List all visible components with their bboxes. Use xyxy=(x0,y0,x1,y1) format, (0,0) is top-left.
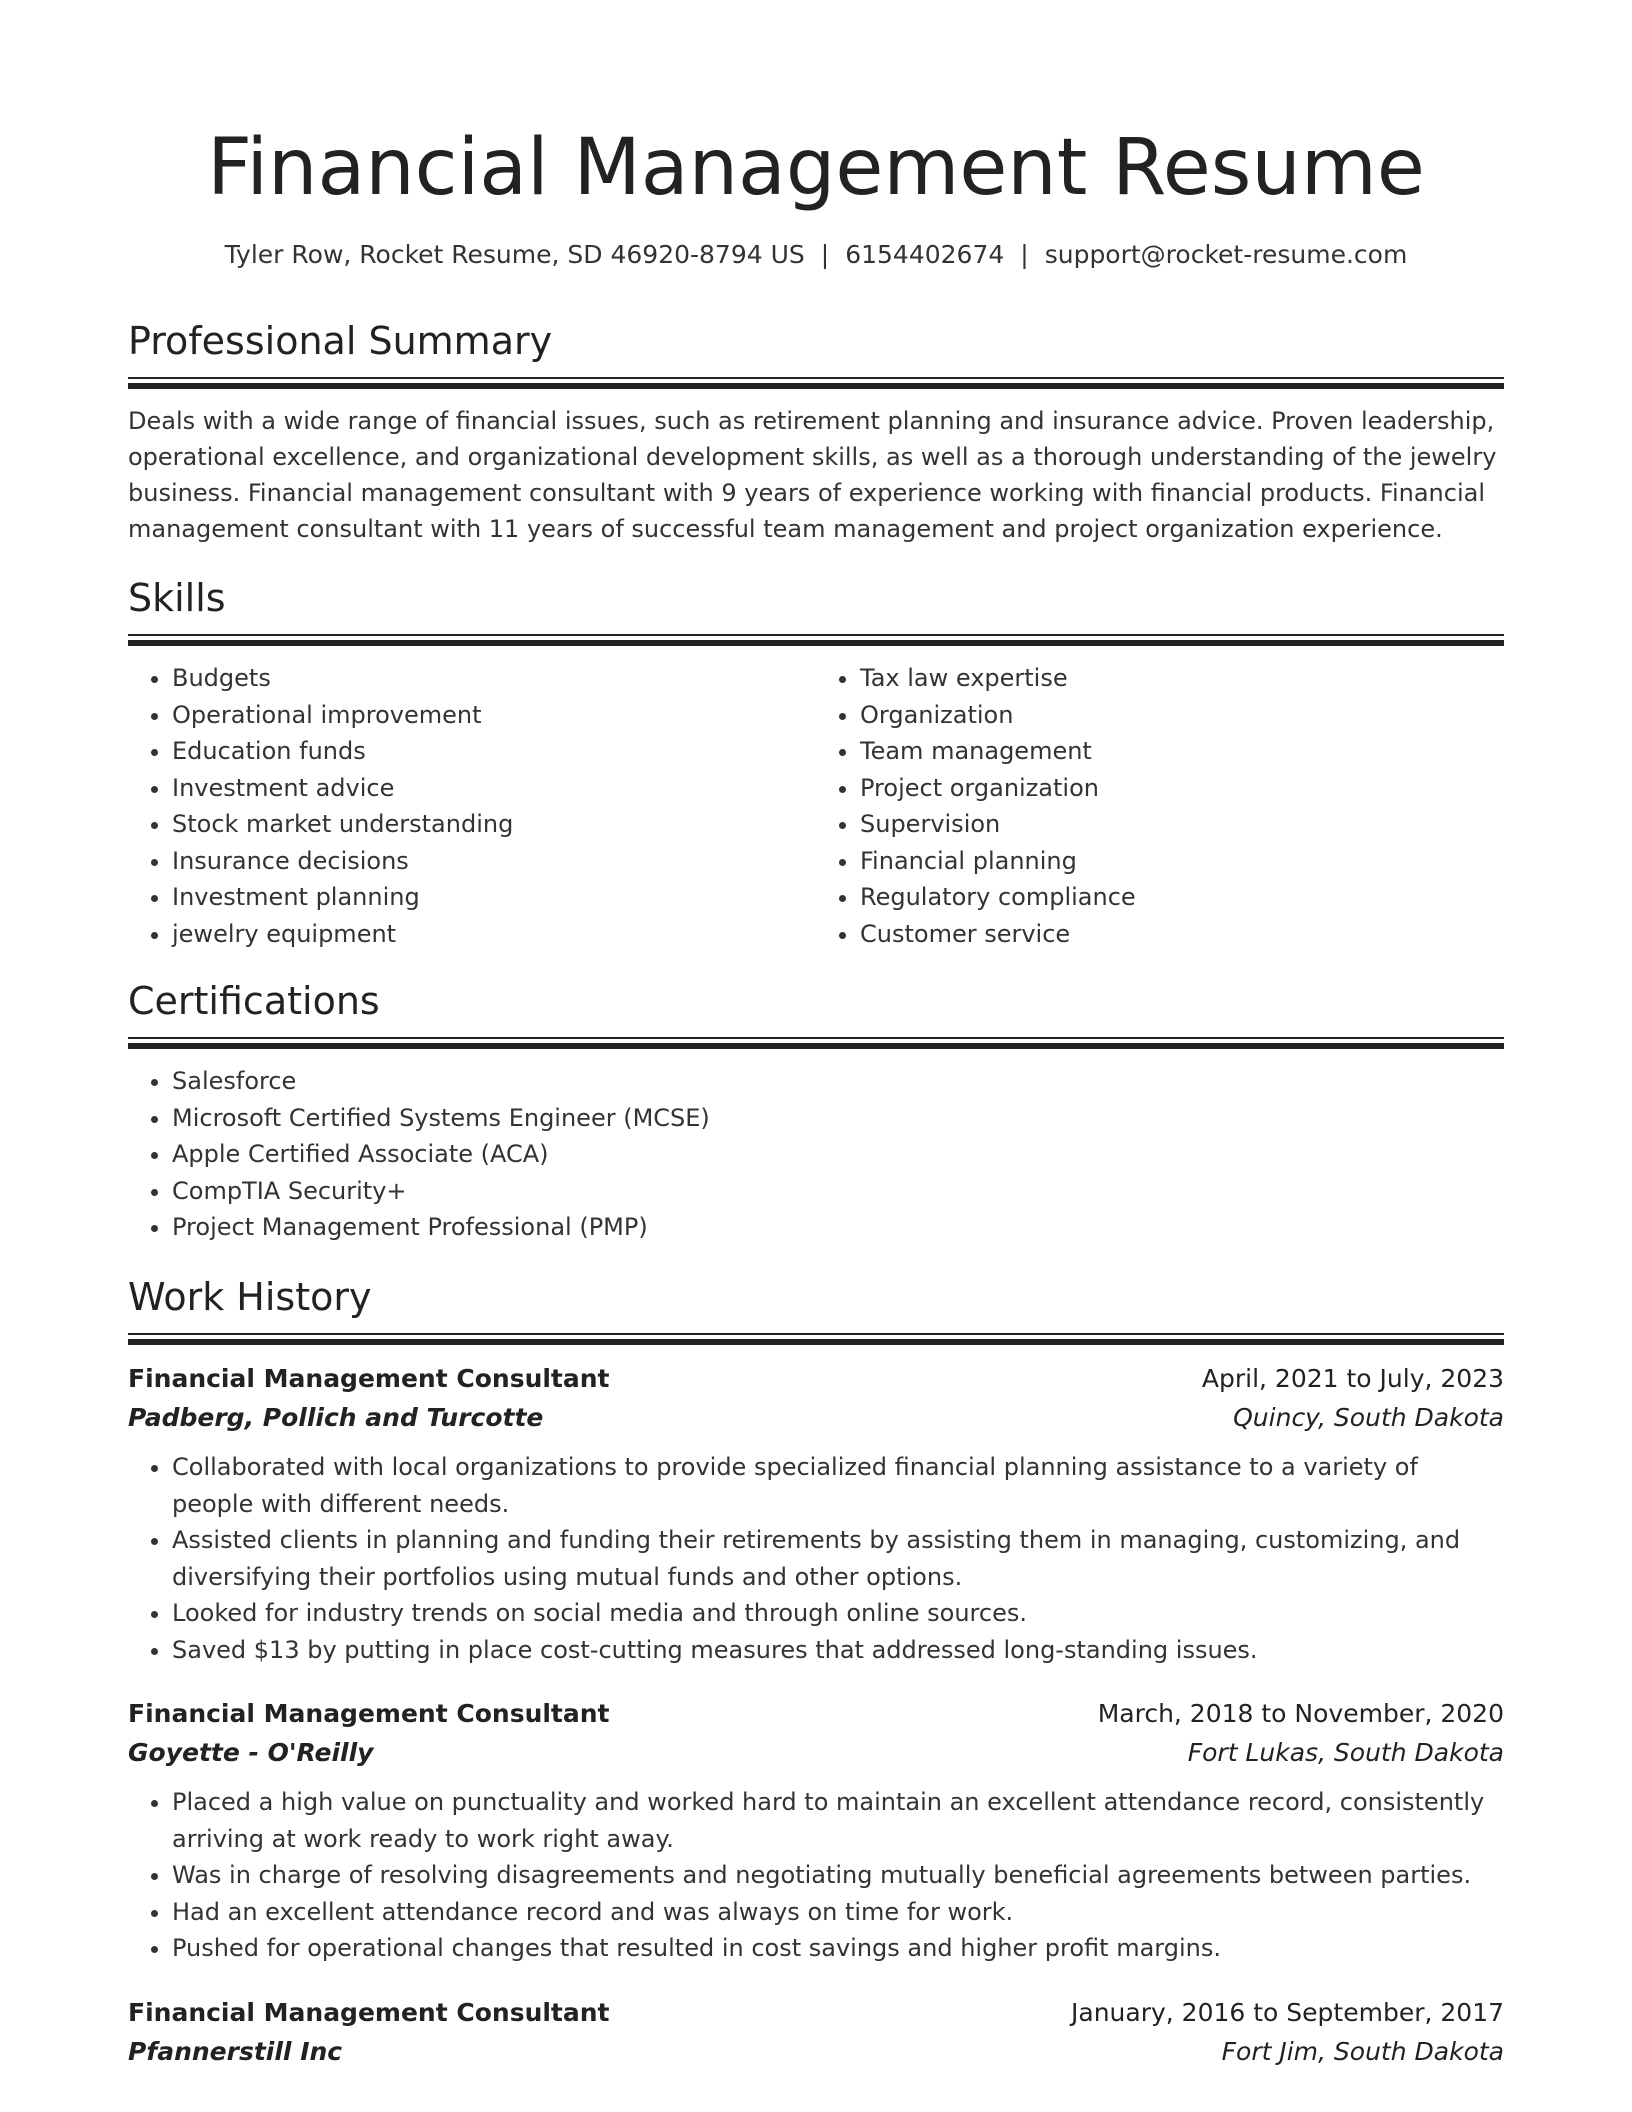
contact-address: Tyler Row, Rocket Resume, SD 46920-8794 US xyxy=(224,240,805,269)
job-bullet: • Saved $13 by putting in place cost-cutting measures that addressed long-standing issues. xyxy=(172,1632,1504,1669)
skill-item: • Financial planning xyxy=(860,843,1504,880)
section-divider xyxy=(128,640,1504,646)
section-divider xyxy=(128,1043,1504,1049)
skill-item: • Stock market understanding xyxy=(172,806,816,843)
job-header xyxy=(128,1694,1504,1733)
job-entry xyxy=(128,1359,1504,1668)
job-subheader xyxy=(128,1398,1504,1437)
page-title: Financial Management Resume xyxy=(207,123,1425,213)
section-divider xyxy=(128,1333,1504,1335)
section-divider xyxy=(128,1339,1504,1345)
job-bullet: • Looked for industry trends on social media and through online sources. xyxy=(172,1595,1504,1632)
summary-heading: Professional Summary xyxy=(128,319,553,363)
contact-line xyxy=(0,238,1632,272)
job-bullet: • Assisted clients in planning and funding their retirements by assisting them in managing, customizing, and diversifying their portfolios using mutual funds and other options. xyxy=(172,1522,1504,1595)
work-history-heading: Work History xyxy=(128,1275,372,1319)
job-company: Pfannerstill Inc xyxy=(128,2036,343,2066)
job-bullet: • Was in charge of resolving disagreements and negotiating mutually beneficial agreements between parties. xyxy=(172,1857,1504,1894)
certifications-list xyxy=(128,1063,1504,1246)
job-location: Fort Jim, South Dakota xyxy=(1221,2036,1504,2066)
job-title: Financial Management Consultant xyxy=(128,1364,610,1393)
job-subheader xyxy=(128,2032,1504,2071)
skill-item: • Tax law expertise xyxy=(860,660,1504,697)
job-header xyxy=(128,1359,1504,1398)
work-history-section xyxy=(128,1273,1504,2071)
skill-item: • Team management xyxy=(860,733,1504,770)
certification-item: • CompTIA Security+ xyxy=(172,1173,1504,1210)
job-subheader xyxy=(128,1733,1504,1772)
contact-separator: | xyxy=(820,240,830,269)
section-divider xyxy=(128,377,1504,379)
job-company: Goyette - O'Reilly xyxy=(128,1738,374,1767)
job-bullet: • Collaborated with local organizations to provide specialized financial planning assistance to a variety of people with different needs. xyxy=(172,1449,1504,1522)
skill-item: • Investment planning xyxy=(172,879,816,916)
certification-item: • Project Management Professional (PMP) xyxy=(172,1209,1504,1246)
skill-item: • Customer service xyxy=(860,916,1504,953)
skills-heading: Skills xyxy=(128,576,226,620)
skill-item: • Project organization xyxy=(860,770,1504,807)
job-dates: January, 2016 to September, 2017 xyxy=(1071,1997,1504,2027)
job-title: Financial Management Consultant xyxy=(128,1997,610,2027)
job-header xyxy=(128,1993,1504,2032)
job-title: Financial Management Consultant xyxy=(128,1699,610,1728)
skill-item: • Investment advice xyxy=(172,770,816,807)
skill-item: • Budgets xyxy=(172,660,816,697)
contact-email: support@rocket-resume.com xyxy=(1044,240,1408,269)
contact-phone: 6154402674 xyxy=(845,240,1005,269)
section-divider xyxy=(128,383,1504,389)
skill-item: • jewelry equipment xyxy=(172,916,816,953)
job-company: Padberg, Pollich and Turcotte xyxy=(128,1403,544,1432)
contact-separator: | xyxy=(1020,240,1029,269)
job-bullet: • Pushed for operational changes that resulted in cost savings and higher profit margins. xyxy=(172,1930,1504,1967)
skills-list-left xyxy=(128,660,816,952)
skill-item: • Education funds xyxy=(172,733,816,770)
skills-list-right xyxy=(816,660,1504,952)
job-location: Quincy, South Dakota xyxy=(1233,1403,1504,1432)
job-location: Fort Lukas, South Dakota xyxy=(1187,1738,1504,1767)
certification-item: • Apple Certified Associate (ACA) xyxy=(172,1136,1504,1173)
certification-item: • Salesforce xyxy=(172,1063,1504,1100)
section-divider xyxy=(128,634,1504,636)
certification-item: • Microsoft Certified Systems Engineer (MCSE) xyxy=(172,1100,1504,1137)
skill-item: • Regulatory compliance xyxy=(860,879,1504,916)
job-dates: April, 2021 to July, 2023 xyxy=(1201,1364,1504,1393)
job-entry xyxy=(128,1694,1504,1967)
job-bullets xyxy=(128,1784,1504,1967)
job-bullet: • Placed a high value on punctuality and worked hard to maintain an excellent attendance record, consistently arriving at work ready to work right away. xyxy=(172,1784,1504,1857)
skills-columns xyxy=(128,660,1504,952)
job-entry xyxy=(128,1993,1504,2071)
certifications-section xyxy=(128,977,1504,1246)
job-bullet: • Had an excellent attendance record and was always on time for work. xyxy=(172,1894,1504,1931)
skills-section xyxy=(128,574,1504,952)
section-divider xyxy=(128,1037,1504,1039)
skill-item: • Organization xyxy=(860,697,1504,734)
certifications-heading: Certifications xyxy=(128,979,380,1023)
job-bullets xyxy=(128,1449,1504,1668)
job-dates: March, 2018 to November, 2020 xyxy=(1097,1699,1504,1728)
skill-item: • Operational improvement xyxy=(172,697,816,734)
summary-text: Deals with a wide range of financial issues, such as retirement planning and insurance advice. Proven leadership, operational excellence, and organizational development skills, as well as a thorough understanding of the jewelry business. Financial management consultant with 9 years of experience working with financial products. Financial management consultant with 11 years of successful team management and project organization experience. xyxy=(128,407,1497,543)
summary-section xyxy=(128,317,1504,547)
skill-item: • Supervision xyxy=(860,806,1504,843)
skill-item: • Insurance decisions xyxy=(172,843,816,880)
